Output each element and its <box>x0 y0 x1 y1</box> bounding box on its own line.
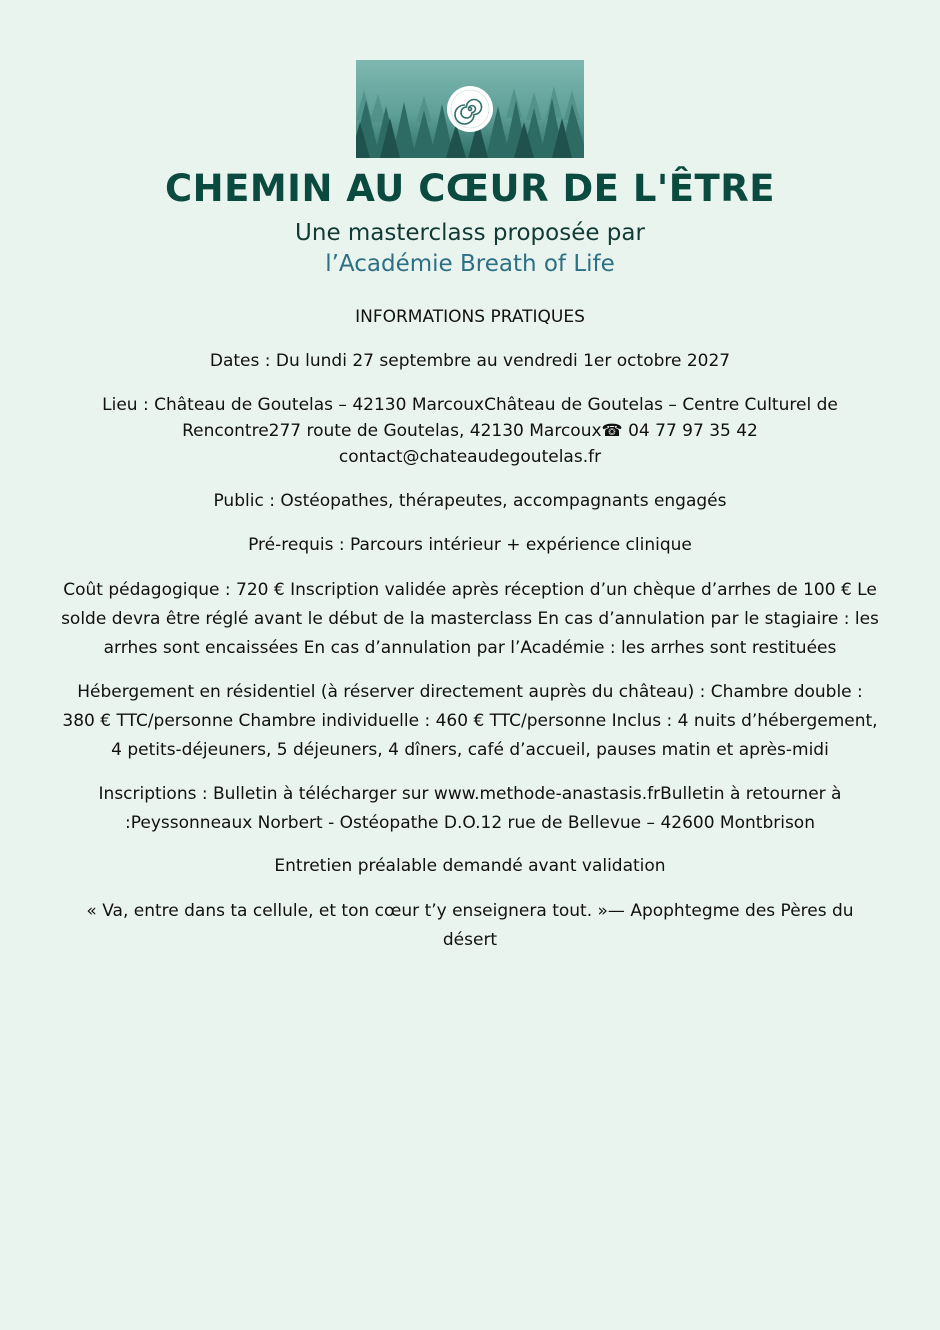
forest-banner-image <box>356 60 584 158</box>
quote-text: « Va, entre dans ta cellule, et ton cœur t’y enseignera tout. »— Apophtegme des Pères du désert <box>86 901 854 950</box>
subtitle <box>0 218 940 280</box>
registration-text: Inscriptions : Bulletin à télécharger sur www.methode-anastasis.frBulletin à retourner à :Peyssonneaux Norbert - Ostéopathe D.O.12 rue de Bellevue – 42600 Montbrison <box>98 784 842 833</box>
forest-illustration <box>356 60 584 158</box>
academy-name: l’Académie Breath of Life <box>325 251 615 277</box>
prerequisites-text: Pré-requis : Parcours intérieur + expérience clinique <box>248 535 692 555</box>
interview-text: Entretien préalable demandé avant validation <box>274 856 666 876</box>
accommodation-text: Hébergement en résidentiel (à réserver directement auprès du château) : Chambre double : 380 € TTC/personne Chambre individuelle : 460 € TTC/personne Inclus : 4 nuits d’hébergement, 4 petits-déjeuners, 5 déjeuners, 4 dîners, café d’accueil, pauses matin et après-midi <box>62 682 878 760</box>
cost-text: Coût pédagogique : 720 € Inscription validée après réception d’un chèque d’arrhes de 100 € Le solde devra être réglé avant le début de la masterclass En cas d’annulation par le stagiaire : les arrhes sont encaissées En cas d’annulation par l’Académie : les arrhes sont restituées <box>61 580 879 658</box>
subtitle-line: Une masterclass proposée par <box>295 220 645 246</box>
info-heading: INFORMATIONS PRATIQUES <box>355 307 585 327</box>
audience-text: Public : Ostéopathes, thérapeutes, accompagnants engagés <box>213 491 727 511</box>
dates-text: Dates : Du lundi 27 septembre au vendredi 1er octobre 2027 <box>209 351 731 371</box>
spiral-logo-icon <box>447 86 493 132</box>
page-title: CHEMIN AU CŒUR DE L'ÊTRE <box>164 167 776 210</box>
practical-info <box>60 304 880 970</box>
location-text: Lieu : Château de Goutelas – 42130 MarcouxChâteau de Goutelas – Centre Culturel de Rencontre277 route de Goutelas, 42130 Marcoux☎ 04 77 97 35 42 contact@chateaudegoutelas.fr <box>102 395 838 467</box>
